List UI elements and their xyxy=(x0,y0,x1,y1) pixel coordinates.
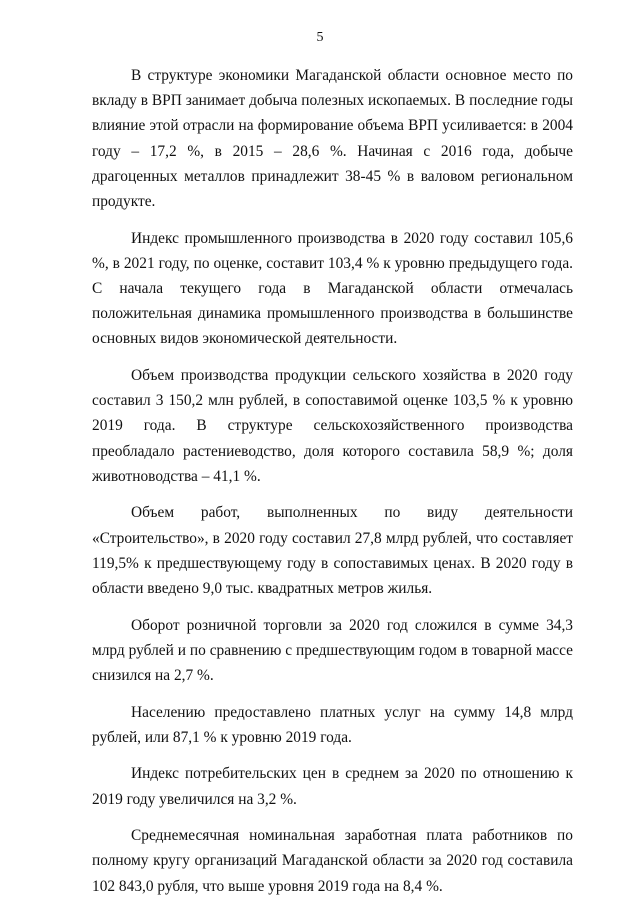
document-body xyxy=(92,63,573,910)
paragraph-construction: Объем работ, выполненных по виду деятельности «Строительство», в 2020 году составил 27,8 млрд рублей, что составляет 119,5% к предшествующему году в сопоставимых ценах. В 2020 году в области введено 9,0 тыс. квадратных метров жилья. xyxy=(92,504,573,598)
page-number: 5 xyxy=(316,30,324,45)
paragraph-mining-share: В структуре экономики Магаданской области основное место по вкладу в ВРП занимает добыча полезных ископаемых. В последние годы влияние этой отрасли на формирование объема ВРП усиливается: в 2004 году – 17,2 %, в 2015 – 28,6 %. Начиная с 2016 года, добыче драгоценных металлов принадлежит 38-45 % в валовом региональном продукте. xyxy=(92,67,573,211)
paragraph-industrial-index: Индекс промышленного производства в 2020 году составил 105,6 %, в 2021 году, по оценке, составит 103,4 % к уровню предыдущего года. С начала текущего года в Магаданской области отмечалась положительная динамика промышленного производства в большинстве основных видов экономической деятельности. xyxy=(92,229,573,348)
paragraph-average-wage: Среднемесячная номинальная заработная плата работников по полному кругу организаций Магаданской области за 2020 год составила 102 843,0 рубля, что выше уровня 2019 года на 8,4 %. xyxy=(92,827,573,895)
paragraph-agriculture: Объем производства продукции сельского хозяйства в 2020 году составил 3 150,2 млн рублей, в сопоставимой оценке 103,5 % к уровню 2019 года. В структуре сельскохозяйственного производства преобладало растениеводство, доля которого составила 58,9 %; доля животноводства – 41,1 %. xyxy=(92,367,573,485)
paragraph-consumer-prices: Индекс потребительских цен в среднем за 2020 по отношению к 2019 году увеличился на 3,2 %. xyxy=(92,765,573,808)
paragraph-retail-trade: Оборот розничной торговли за 2020 год сложился в сумме 34,3 млрд рублей и по сравнению с предшествующим годом в товарной массе снизился на 2,7 %. xyxy=(92,616,573,685)
paragraph-paid-services: Населению предоставлено платных услуг на сумму 14,8 млрд рублей, или 87,1 % к уровню 2019 года. xyxy=(92,703,573,746)
